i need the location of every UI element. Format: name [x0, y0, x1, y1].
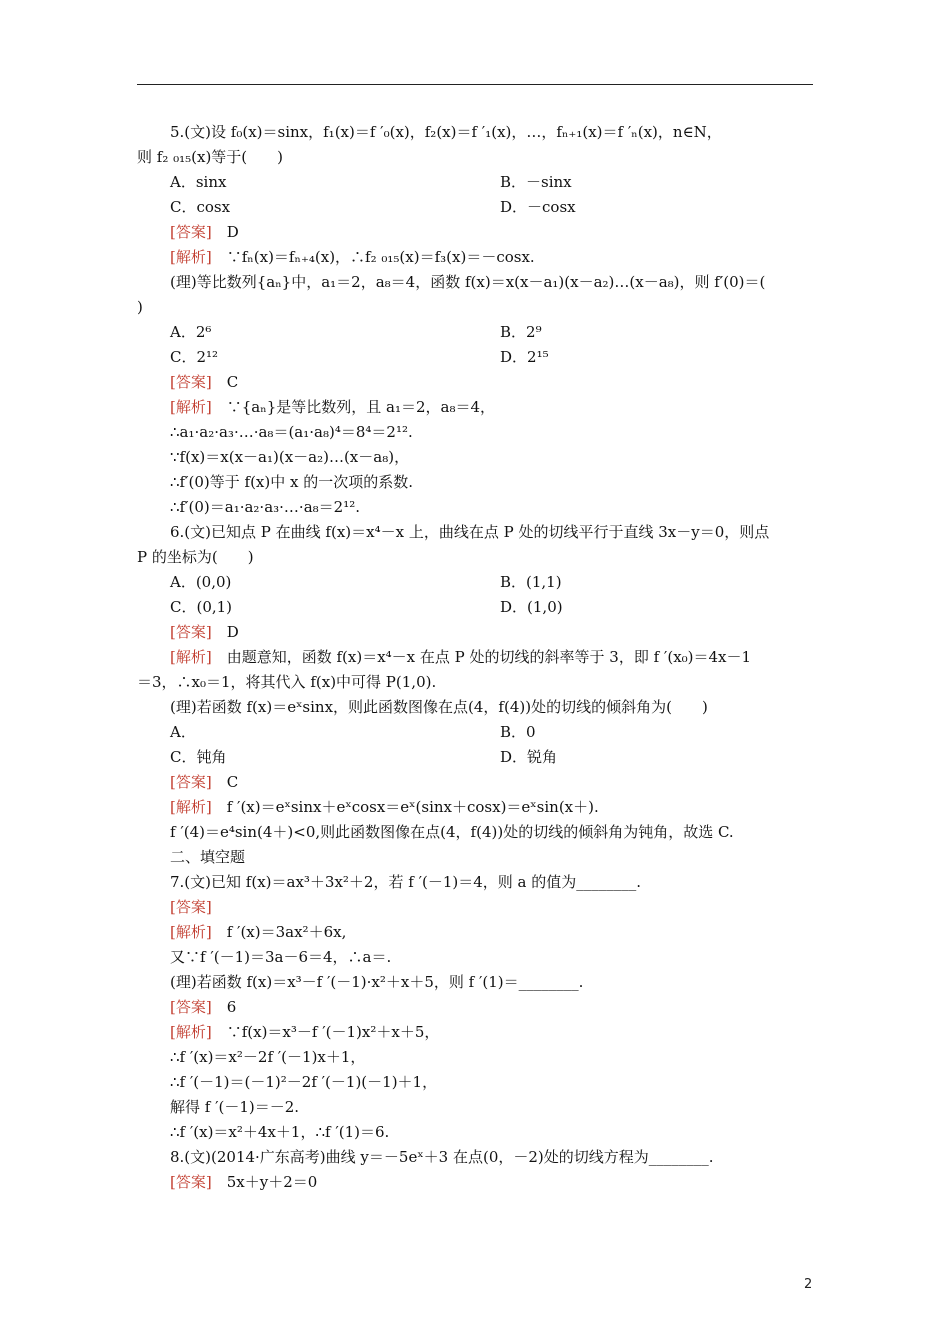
line-text: C	[211, 373, 239, 391]
labeled-line	[137, 920, 813, 945]
text-line: ∴f ′(x)＝x²－2f ′(－1)x＋1，	[170, 1048, 366, 1066]
line-text: C	[211, 773, 239, 791]
option-row	[137, 595, 813, 620]
line-text: 6	[211, 998, 237, 1016]
option-right: B．(1,1)	[500, 573, 562, 591]
text-line: ＝3，∴x₀＝1，将其代入 f(x)中可得 P(1,0).	[137, 673, 437, 691]
labeled-line	[137, 895, 813, 920]
text-line: ∴f ′(x)＝x²＋4x＋1，∴f ′(1)＝6.	[170, 1123, 390, 1141]
option-left: A．	[170, 723, 196, 741]
labeled-line	[137, 620, 813, 645]
text-line: 又∵f ′(－1)＝3a－6＝4，∴a＝.	[170, 948, 392, 966]
answer-tag: [解析]	[170, 248, 212, 266]
text-line: ∴f′(0)＝a₁·a₂·a₃·…·a₈＝2¹².	[170, 498, 360, 516]
text-line: ∴f′(0)等于 f(x)中 x 的一次项的系数.	[170, 473, 413, 491]
text-line: 则 f₂ ₀₁₅(x)等于( )	[137, 148, 284, 166]
answer-tag: [解析]	[170, 798, 212, 816]
labeled-line	[137, 1170, 813, 1195]
line-text: f ′(x)＝3ax²＋6x,	[211, 923, 347, 941]
document-body	[137, 120, 813, 1195]
option-row	[137, 745, 813, 770]
answer-tag: [答案]	[170, 773, 212, 791]
text-line: )	[137, 298, 143, 316]
line-text: 5x＋y＋2＝0	[211, 1173, 318, 1191]
option-row	[137, 195, 813, 220]
text-line: 解得 f ′(－1)＝－2.	[170, 1098, 300, 1116]
line-text: ∵fₙ(x)＝fₙ₊₄(x)，∴f₂ ₀₁₅(x)＝f₃(x)＝－cosx.	[211, 248, 535, 266]
option-right: D．2¹⁵	[500, 348, 549, 366]
text-line: 5.(文)设 f₀(x)＝sinx，f₁(x)＝f ′₀(x)，f₂(x)＝f ′₁(x)，…，fₙ₊₁(x)＝f ′ₙ(x)，n∈N，	[170, 123, 722, 141]
answer-tag: [解析]	[170, 398, 212, 416]
labeled-line	[137, 395, 813, 420]
text-line: ∴f ′(－1)＝(－1)²－2f ′(－1)(－1)＋1，	[170, 1073, 438, 1091]
labeled-line	[137, 645, 813, 670]
text-line: 二、填空题	[170, 848, 246, 866]
line-text: f ′(x)＝eˣsinx＋eˣcosx＝eˣ(sinx＋cosx)＝eˣsin(x＋).	[211, 798, 599, 816]
option-right: B．－sinx	[500, 173, 572, 191]
text-line: 7.(文)已知 f(x)＝ax³＋3x²＋2，若 f ′(－1)＝4，则 a 的值为________.	[170, 873, 642, 891]
page-number: 2	[804, 1277, 813, 1292]
answer-tag: [答案]	[170, 1173, 212, 1191]
option-right: D．(1,0)	[500, 598, 563, 616]
answer-tag: [解析]	[170, 923, 212, 941]
line-text: 由题意知，函数 f(x)＝x⁴－x 在点 P 处的切线的斜率等于 3，即 f ′(x₀)＝4x－1	[211, 648, 752, 666]
option-right: B．2⁹	[500, 323, 542, 341]
text-line: P 的坐标为( )	[137, 548, 254, 566]
labeled-line	[137, 795, 813, 820]
option-row	[137, 170, 813, 195]
answer-tag: [答案]	[170, 623, 212, 641]
option-left: C．钝角	[170, 748, 227, 766]
option-left: C．cosx	[170, 198, 231, 216]
line-text: ∵f(x)＝x³－f ′(－1)x²＋x＋5，	[211, 1023, 440, 1041]
answer-tag: [答案]	[170, 223, 212, 241]
text-line: (理)若函数 f(x)＝eˣsinx，则此函数图像在点(4，f(4))处的切线的倾斜角为( )	[170, 698, 708, 716]
option-row	[137, 320, 813, 345]
line-text: ∵{aₙ}是等比数列，且 a₁＝2，a₈＝4，	[211, 398, 496, 416]
line-text: D	[211, 223, 239, 241]
option-right: D．－cosx	[500, 198, 576, 216]
option-row	[137, 570, 813, 595]
text-line: (理)若函数 f(x)＝x³－f ′(－1)·x²＋x＋5，则 f ′(1)＝________.	[170, 973, 584, 991]
option-left: A．(0,0)	[170, 573, 232, 591]
answer-tag: [解析]	[170, 1023, 212, 1041]
labeled-line	[137, 770, 813, 795]
labeled-line	[137, 1020, 813, 1045]
header-rule	[137, 84, 813, 85]
labeled-line	[137, 370, 813, 395]
option-right: D．锐角	[500, 748, 558, 766]
option-left: A．2⁶	[170, 323, 212, 341]
text-line: 8.(文)(2014·广东高考)曲线 y＝－5eˣ＋3 在点(0，－2)处的切线方程为________.	[170, 1148, 714, 1166]
option-left: C．2¹²	[170, 348, 219, 366]
answer-tag: [答案]	[170, 998, 212, 1016]
option-right: B．0	[500, 723, 536, 741]
line-text: D	[211, 623, 239, 641]
text-line: ∴a₁·a₂·a₃·…·a₈＝(a₁·a₈)⁴＝8⁴＝2¹².	[170, 423, 413, 441]
answer-tag: [答案]	[170, 898, 212, 916]
answer-tag: [解析]	[170, 648, 212, 666]
text-line: (理)等比数列{aₙ}中，a₁＝2，a₈＝4，函数 f(x)＝x(x－a₁)(x－a₂)…(x－a₈)，则 f′(0)＝(	[170, 273, 766, 291]
answer-tag: [答案]	[170, 373, 212, 391]
option-left: C．(0,1)	[170, 598, 233, 616]
option-row	[137, 720, 813, 745]
text-line: f ′(4)＝e⁴sin(4＋)<0,则此函数图像在点(4，f(4))处的切线的倾斜角为钝角，故选 C.	[170, 823, 734, 841]
option-left: A．sinx	[170, 173, 227, 191]
labeled-line	[137, 220, 813, 245]
labeled-line	[137, 995, 813, 1020]
option-row	[137, 345, 813, 370]
labeled-line	[137, 245, 813, 270]
text-line: ∵f(x)＝x(x－a₁)(x－a₂)…(x－a₈)，	[170, 448, 410, 466]
text-line: 6.(文)已知点 P 在曲线 f(x)＝x⁴－x 上，曲线在点 P 处的切线平行于直线 3x－y＝0，则点	[170, 523, 770, 541]
